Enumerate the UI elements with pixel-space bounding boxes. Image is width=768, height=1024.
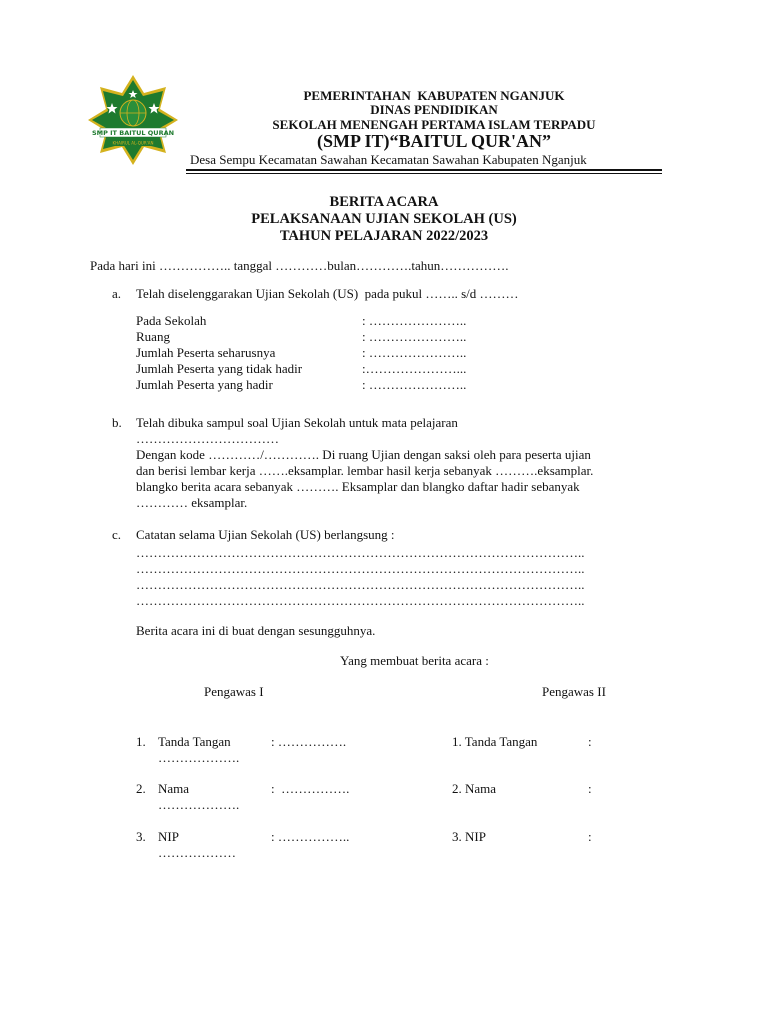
field-label: Jumlah Peserta yang hadir bbox=[136, 377, 273, 392]
name-value: : ……………. bbox=[271, 781, 350, 796]
nip-value: : …………….. bbox=[271, 829, 350, 844]
header-government: PEMERINTAHAN KABUPATEN NGANJUK bbox=[303, 88, 565, 103]
signature-value: : ……………. bbox=[271, 734, 347, 749]
header-divider-thin bbox=[186, 173, 662, 174]
notes-line: ………………………………………………………………………………………….. bbox=[136, 545, 585, 560]
notes-line: ………………………………………………………………………………………….. bbox=[136, 577, 585, 592]
notes-line: ………………………………………………………………………………………….. bbox=[136, 561, 585, 576]
header-department: DINAS PENDIDIKAN bbox=[370, 102, 498, 117]
section-b-line: Dengan kode …………/…………. Di ruang Ujian dengan saksi oleh para peserta ujian bbox=[136, 447, 591, 462]
nip-label: NIP bbox=[158, 829, 179, 844]
supervisor-2-title: Pengawas II bbox=[542, 684, 606, 699]
section-c-text: Catatan selama Ujian Sekolah (US) berlangsung : bbox=[136, 527, 395, 542]
section-b-line: blangko berita acara sebanyak ………. Eksamplar dan blangko daftar hadir sebanyak bbox=[136, 479, 580, 494]
field-label: Pada Sekolah bbox=[136, 313, 207, 328]
section-b-line: dan berisi lembar kerja …….eksamplar. lembar hasil kerja sebanyak ……….eksamplar. bbox=[136, 463, 594, 478]
signature-heading: Yang membuat berita acara : bbox=[340, 653, 489, 668]
section-b-marker: b. bbox=[112, 415, 122, 430]
logo-text-bottom: KHAIRUL AL-QUR'AN bbox=[112, 140, 154, 146]
header-school-name: (SMP IT)“BAITUL QUR'AN” bbox=[316, 131, 552, 151]
signature-value: : bbox=[588, 734, 592, 749]
field-value: : ………………….. bbox=[362, 329, 467, 344]
nip-label: 3. NIP bbox=[452, 829, 486, 844]
row-number: 2. bbox=[136, 781, 146, 796]
name-value-cont: ………………. bbox=[158, 797, 240, 812]
field-value: : ………………….. bbox=[362, 345, 467, 360]
header-school-type: SEKOLAH MENENGAH PERTAMA ISLAM TERPADU bbox=[272, 117, 596, 132]
name-label: Nama bbox=[158, 781, 190, 796]
notes-line: ………………………………………………………………………………………….. bbox=[136, 593, 585, 608]
signature-label: 1. Tanda Tangan bbox=[452, 734, 538, 749]
intro-line: Pada hari ini …………….. tanggal …………bulan………….tahun……………. bbox=[90, 258, 509, 273]
signature-value-cont: ………………. bbox=[158, 750, 240, 765]
doc-subtitle: PELAKSANAAN UJIAN SEKOLAH (US) bbox=[251, 211, 517, 227]
header-divider-thick bbox=[186, 169, 662, 171]
section-b-line: …………………………… bbox=[136, 431, 279, 446]
nip-value-cont: ……………… bbox=[158, 845, 236, 860]
section-a-marker: a. bbox=[112, 286, 122, 301]
field-label: Jumlah Peserta yang tidak hadir bbox=[136, 361, 303, 376]
name-value: : bbox=[588, 781, 592, 796]
doc-title: BERITA ACARA bbox=[329, 194, 439, 210]
logo-text-top: SMP IT BAITUL QURAN bbox=[91, 129, 175, 137]
nip-value: : bbox=[588, 829, 592, 844]
signature-label: Tanda Tangan bbox=[158, 734, 231, 749]
section-a-text: Telah diselenggarakan Ujian Sekolah (US) pada pukul …….. s/d ……… bbox=[136, 286, 519, 301]
row-number: 3. bbox=[136, 829, 146, 844]
school-logo bbox=[86, 73, 180, 167]
section-b-line: Telah dibuka sampul soal Ujian Sekolah untuk mata pelajaran bbox=[136, 415, 458, 430]
doc-year: TAHUN PELAJARAN 2022/2023 bbox=[279, 228, 489, 244]
header-address: Desa Sempu Kecamatan Sawahan Kecamatan Sawahan Kabupaten Nganjuk bbox=[190, 152, 587, 167]
name-label: 2. Nama bbox=[452, 781, 497, 796]
field-value: :…………………... bbox=[362, 361, 467, 376]
field-label: Ruang bbox=[136, 329, 170, 344]
supervisor-1-title: Pengawas I bbox=[204, 684, 264, 699]
field-value: : ………………….. bbox=[362, 313, 467, 328]
section-c-marker: c. bbox=[112, 527, 122, 542]
field-value: : ………………….. bbox=[362, 377, 467, 392]
closing-statement: Berita acara ini di buat dengan sesungguhnya. bbox=[136, 623, 376, 638]
field-label: Jumlah Peserta seharusnya bbox=[136, 345, 276, 360]
row-number: 1. bbox=[136, 734, 146, 749]
section-b-line: ………… eksamplar. bbox=[136, 495, 248, 510]
